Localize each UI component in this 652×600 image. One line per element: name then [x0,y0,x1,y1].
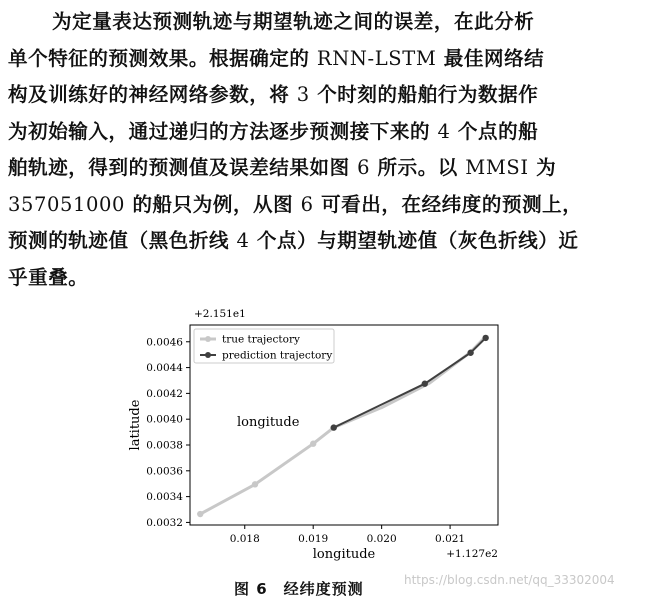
y-tick-label: 0.0042 [146,387,183,400]
body-paragraph [8,4,648,296]
text-line-2: 单个特征的预测效果。根据确定的 RNN-LSTM 最佳网络结 [8,46,545,70]
y-offset-label: +2.151e1 [194,308,246,320]
watermark-url: https://blog.csdn.net/qq_33302004 [404,573,615,587]
x-tick-label: 0.020 [366,533,397,545]
text-line-6: 357051000 的船只为例，从图 6 可看出，在经纬度的预测上， [8,192,583,216]
legend-swatch-marker [205,352,211,358]
text-line-8: 乎重叠。 [8,265,89,289]
x-tick-label: 0.019 [298,533,329,545]
data-point-true [310,441,316,447]
text-line-1: 为定量表达预测轨迹与期望轨迹之间的误差，在此分析 [52,10,535,33]
text-line-5: 舶轨迹，得到的预测值及误差结果如图 6 所示。以 MMSI 为 [8,156,557,179]
y-tick-label: 0.0044 [146,362,183,375]
y-tick-label: 0.0034 [146,491,183,504]
y-tick-label: 0.0038 [146,439,183,452]
legend-swatch-marker [205,336,211,342]
legend-entry: true trajectory [222,333,300,346]
y-tick-label: 0.0032 [146,516,183,529]
text-line-7: 预测的轨迹值（黑色折线 4 个点）与期望轨迹值（灰色折线）近 [8,229,579,252]
legend-entry: prediction trajectory [222,349,333,362]
y-tick-label: 0.0040 [146,413,183,426]
trajectory-chart [125,300,515,562]
x-offset-label: +1.127e2 [446,548,498,560]
data-point-true [252,481,258,487]
y-axis-label: latitude [128,399,143,451]
x-tick-label: 0.021 [435,533,466,545]
data-point-prediction [482,335,488,341]
figure-caption: 图 6 经纬度预测 [234,580,364,598]
data-point-prediction [331,424,337,430]
y-tick-label: 0.0046 [146,336,183,349]
text-line-3: 构及训练好的神经网络参数，将 3 个时刻的船舶行为数据作 [8,83,539,106]
y-tick-label: 0.0036 [146,465,183,478]
data-point-prediction [422,381,428,387]
data-point-prediction [467,350,473,356]
plot-annotation: longitude [237,415,300,430]
data-point-true [197,511,203,517]
x-axis-label: longitude [312,547,376,562]
text-line-4: 为初始输入，通过递归的方法逐步预测接下来的 4 个点的船 [8,119,539,143]
x-tick-label: 0.018 [229,533,260,545]
